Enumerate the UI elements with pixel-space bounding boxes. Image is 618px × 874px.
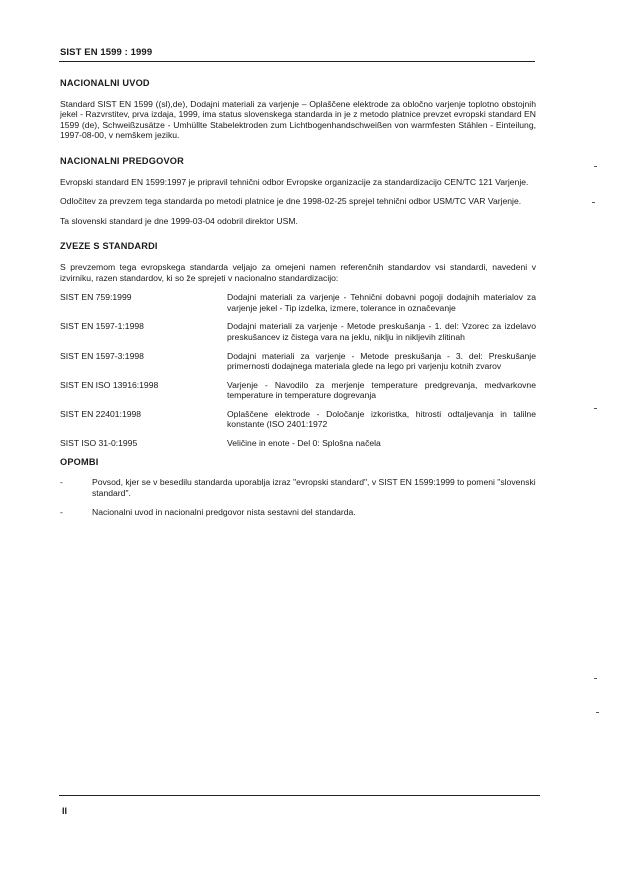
reference-title: Dodajni materiali za varjenje - Metode preskušanja - 3. del: Preskušanje primernosti dodajnega materiala glede na lego pri varjenju kotnih zvarov <box>227 350 536 372</box>
reference-title: Varjenje - Navodilo za merjenje temperature predgrevanja, medvarkovne temperature in temperature dogrevanja <box>227 379 536 401</box>
scan-speck <box>592 202 595 203</box>
reference-code: SIST EN 1597-3:1998 <box>60 350 144 361</box>
note-dash: - <box>60 477 63 488</box>
paragraph: Odločitev za prevzem tega standarda po metodi platnice je dne 1998-02-25 sprejel tehnični odbor USM/TC VAR Varjenje. <box>60 196 522 207</box>
reference-row <box>60 351 536 372</box>
paragraph: Standard SIST EN 1599 ((sl),de), Dodajni materiali za varjenje – Oplaščene elektrode za obločno varjenje toplotno obstojnih jekel - Razvrstitev, prva izdaja, 1999, ima status slovenskega standarda in je z metodo platnice prevzet evropski standard EN 1599 (de), Schweißzusätze - Umhüllte Stabelektroden zum Lichtbogenhandschweißen von warmfesten Stählen - Einteilung, 1997-08-00, v nemškem jeziku. <box>60 98 536 141</box>
section-opombi <box>60 457 536 518</box>
paragraph: Ta slovenski standard je dne 1999-03-04 odobril direktor USM. <box>60 215 298 226</box>
section-nacionalni-uvod <box>60 78 536 141</box>
reference-row <box>60 380 536 401</box>
section-heading: OPOMBI <box>60 456 99 467</box>
document-id: SIST EN 1599 : 1999 <box>60 47 153 58</box>
section-heading: NACIONALNI UVOD <box>60 78 150 88</box>
paragraph: Evropski standard EN 1599:1997 je pripravil tehnični odbor Evropske organizacije za standardizacijo CEN/TC 121 Varjenje. <box>60 176 529 187</box>
reference-code: SIST EN 759:1999 <box>60 292 132 303</box>
scan-speck <box>596 712 599 713</box>
section-heading: NACIONALNI PREDGOVOR <box>60 155 184 166</box>
section-nacionalni-predgovor <box>60 156 536 226</box>
note-text: Nacionalni uvod in nacionalni predgovor nista sestavni del standarda. <box>92 507 356 518</box>
note-item <box>60 507 536 518</box>
reference-title: Oplaščene elektrode - Določanje izkoristka, hitrosti odtaljevanja in talilne konstante (ISO 2401:1972 <box>227 408 536 430</box>
footer-rule <box>59 795 540 796</box>
section-zveze-s-standardi <box>60 241 536 448</box>
scan-speck <box>594 166 597 167</box>
reference-title: Dodajni materiali za varjenje - Metode preskušanja - 1. del: Vzorec za izdelavo preskušancev iz čistega vara na jeklu, niklju in nikljevih zlitinah <box>227 321 536 342</box>
header-rule <box>59 61 535 62</box>
reference-list <box>60 292 536 449</box>
page-content <box>60 78 536 527</box>
note-item <box>60 477 536 498</box>
reference-code: SIST ISO 31-0:1995 <box>60 438 138 449</box>
reference-code: SIST EN ISO 13916:1998 <box>60 379 159 390</box>
notes-list <box>60 477 536 518</box>
note-dash: - <box>60 507 63 518</box>
reference-code: SIST EN 1597-1:1998 <box>60 321 144 332</box>
scan-speck <box>594 678 597 679</box>
reference-title: Dodajni materiali za varjenje - Tehnični dobavni pogoji dodajnih materialov za varjenje jekel - Tip izdelka, izmere, tolerance in označevanje <box>227 292 536 313</box>
reference-row <box>60 321 536 342</box>
reference-title: Veličine in enote - Del 0: Splošna načela <box>227 438 381 449</box>
reference-row <box>60 438 536 449</box>
note-text: Povsod, kjer se v besedilu standarda uporablja izraz "evropski standard", v SIST EN 1599:1999 to pomeni "slovenski standard". <box>92 477 536 498</box>
scan-speck <box>594 408 597 409</box>
reference-row <box>60 409 536 430</box>
reference-row <box>60 292 536 313</box>
reference-code: SIST EN 22401:1998 <box>60 408 142 419</box>
paragraph: S prevzemom tega evropskega standarda veljajo za omejeni namen referenčnih standardov vsi standardi, navedeni v izvirniku, razen standardov, ki so že sprejeti v nacionalno standardizacijo: <box>60 261 536 283</box>
page-number: II <box>62 806 68 816</box>
section-heading: ZVEZE S STANDARDI <box>60 241 158 252</box>
